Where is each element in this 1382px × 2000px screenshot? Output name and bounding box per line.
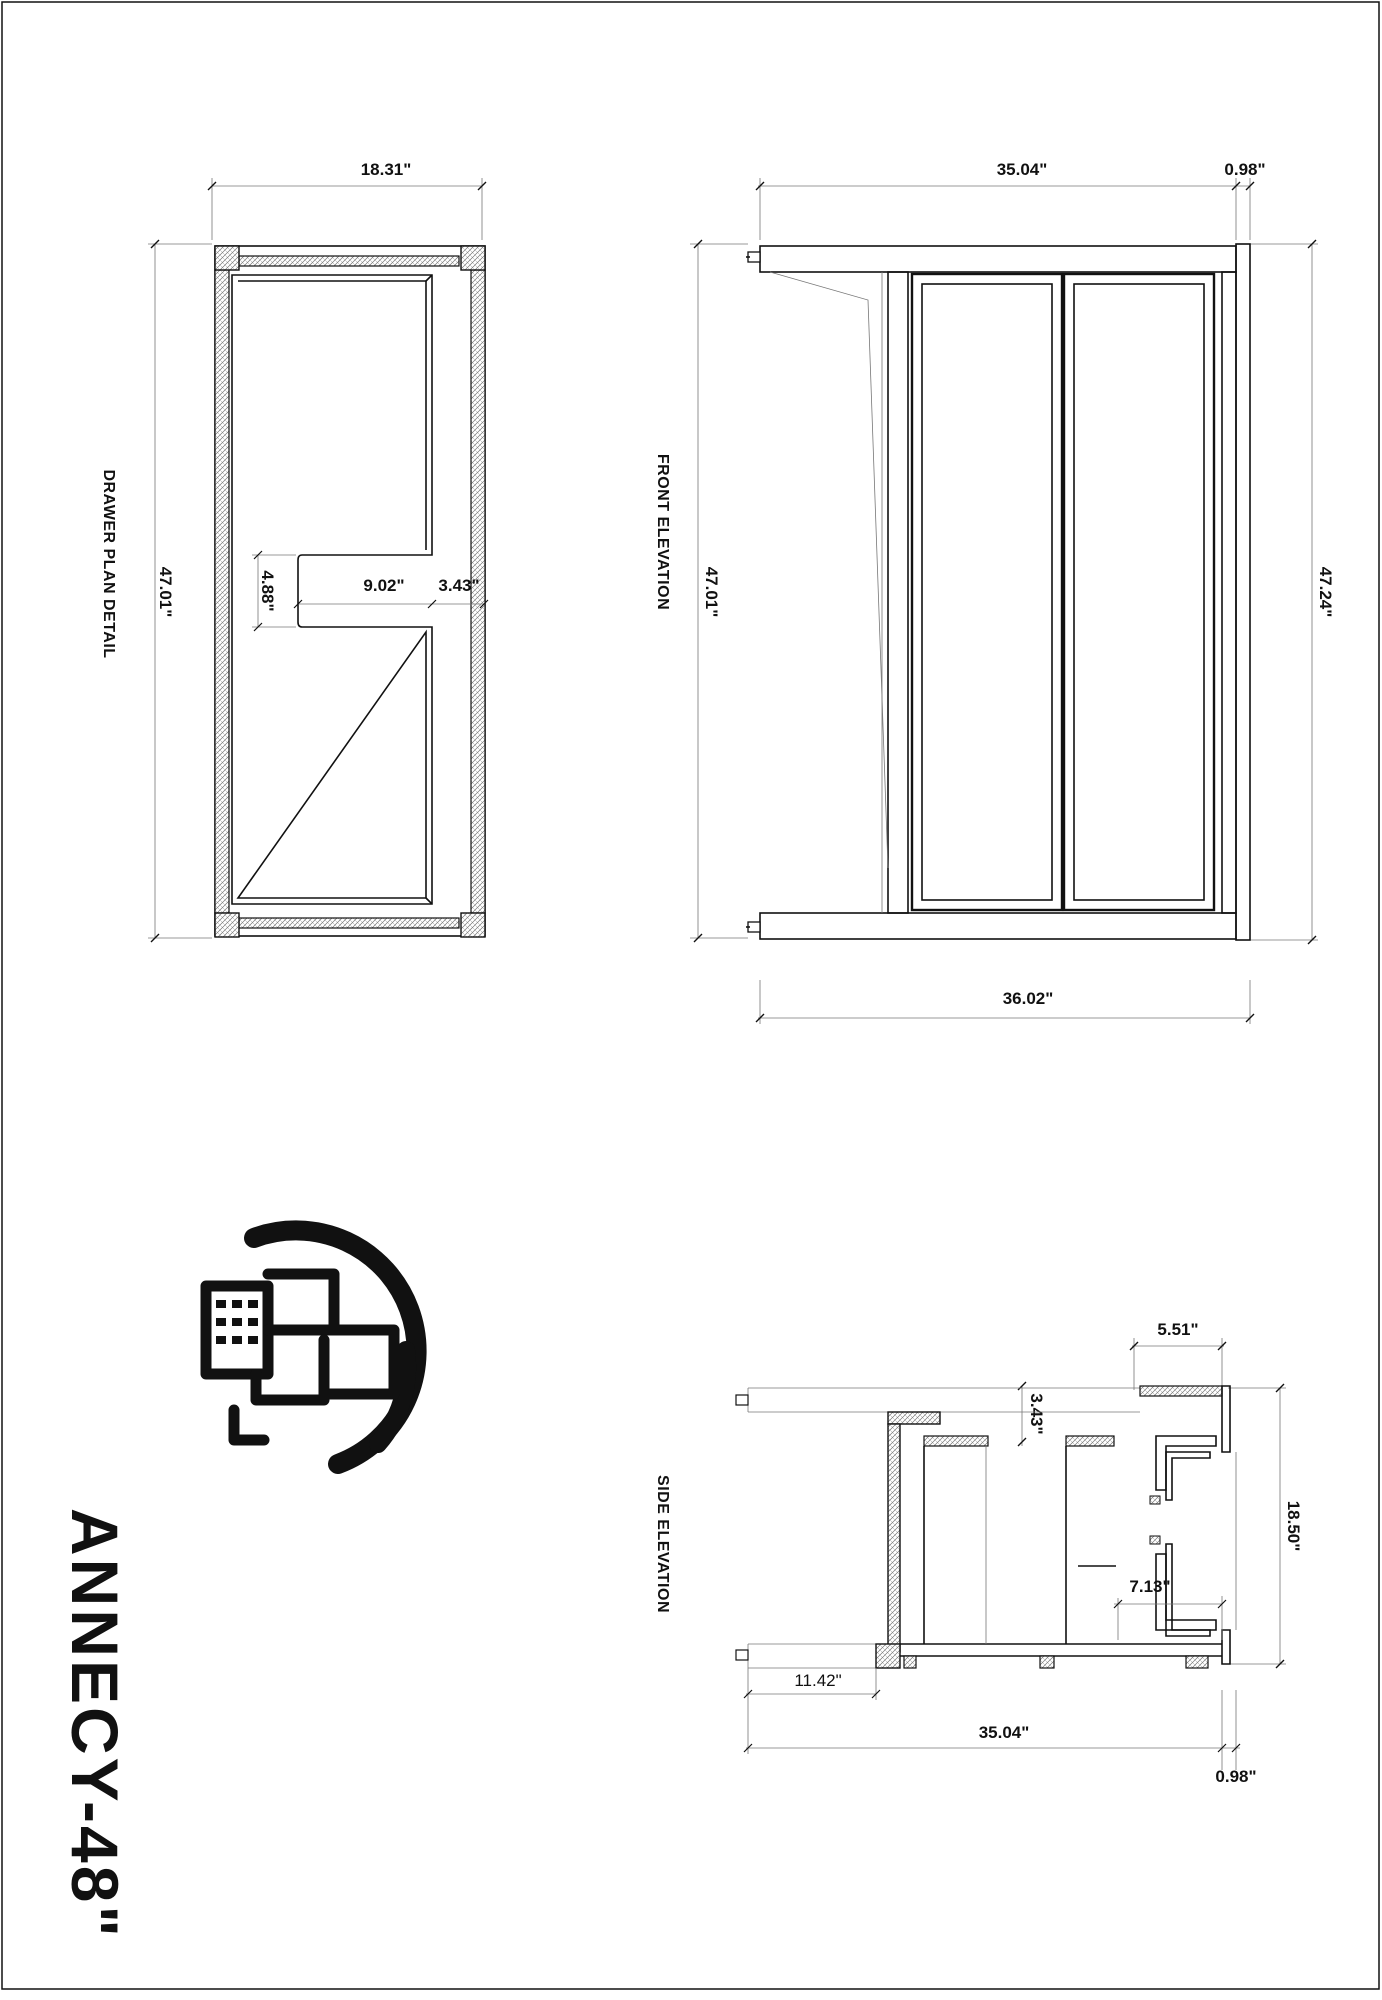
product-title: ANNECY-48" xyxy=(58,1508,132,1940)
notch-depth-dim: 9.02" xyxy=(363,576,405,595)
side-bottom-left-dim: 11.42" xyxy=(794,1671,842,1690)
side-bottom-width-dim: 35.04" xyxy=(978,1723,1030,1742)
side-top-gap-dim: 3.43" xyxy=(1027,1393,1046,1435)
front-top-width-dim: 35.04" xyxy=(996,160,1048,179)
notch-offset-dim: 3.43" xyxy=(438,576,480,595)
drawer-height-dim: 47.01" xyxy=(156,566,175,618)
sheet-border xyxy=(2,2,1379,1989)
side-right-height-dim: 18.50" xyxy=(1284,1500,1303,1552)
front-elevation-view xyxy=(654,160,1335,1024)
drawer-plan-view xyxy=(100,160,488,942)
front-bottom-width-dim: 36.02" xyxy=(1002,989,1054,1008)
drawer-plan-title: DRAWER PLAN DETAIL xyxy=(100,469,117,659)
side-elevation-view xyxy=(654,1320,1303,1786)
building-emblem-icon xyxy=(206,1230,417,1464)
front-right-height-dim: 47.24" xyxy=(1316,566,1335,618)
side-bottom-right-dim: 0.98" xyxy=(1215,1767,1257,1786)
side-elevation-title: SIDE ELEVATION xyxy=(654,1475,671,1613)
side-top-right-dim: 5.51" xyxy=(1157,1320,1199,1339)
front-top-right-dim: 0.98" xyxy=(1224,160,1266,179)
front-left-height-dim: 47.01" xyxy=(702,566,721,618)
front-elevation-title: FRONT ELEVATION xyxy=(654,453,671,611)
side-inner-dim: 7.13" xyxy=(1129,1577,1171,1596)
drawer-width-dim: 18.31" xyxy=(360,160,412,179)
notch-height-dim: 4.88" xyxy=(258,570,277,612)
